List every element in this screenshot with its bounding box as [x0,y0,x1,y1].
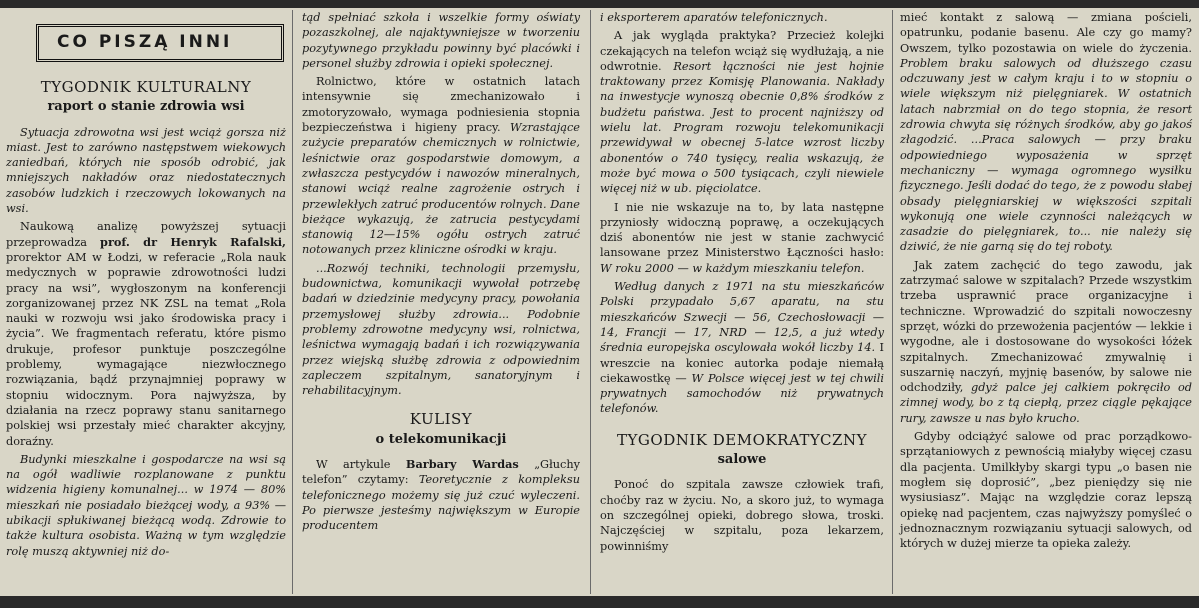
article3-p2: mieć kontakt z salową — zmiana pościeli, opatrunku, podanie basenu. Ale czy go mamy? Owszem, tylko pozostawia on wiele do życzenia. Problem braku salowych od dłuższego czasu odczuwany jest w całym kraju i to w stopniu o wiele większym niż pielęgniarek. W ostatnich latach nabrzmiał on do tego stopnia, że resort zdrowia chwyta się różnych środków, aby go jakoś złagodzić. ...Praca salowych — przy braku odpowiedniego wyposażenia w sprzęt mechaniczny — wymaga ogromnego wysiłku fizycznego. Jeśli dodać do tego, że z powodu słabej obsady pielęgniarskiej w większości szpitali wykonują one wiele czynności należących w zasadzie do pielęgniarek, to... nie należy się dziwić, że nie garną się do tej roboty. [900,11,1192,254]
article3-p4: Gdyby odciążyć salowe od prac porządkowo-sprzątaniowych z pewnością miałyby więcej czasu dla pacjenta. Umilkłyby skargi typu „o basen nie mogłem się doprosić”, „bez pieniędzy się nie wysiusiasz”. Mając na względzie coraz lepszą opiekę nad pacjentem, czas najwyższy pomyśleć o jednoznacznym rozwiązaniu sytuacji salowych, od których w dużej mierze ta opieka zależy. [900,430,1192,551]
article2-paper: KULISY [409,410,473,429]
column-1 [6,80,286,562]
article3-p1: Ponoć do szpitala zawsze człowiek trafi, choćby raz w życiu. No, a skoro już, to wymaga on szczególnej opieki, dobrego słowa, troski. Najczęściej w szpitalu, poza lekarzem, powinniśmy [600,478,884,553]
column-divider [892,10,893,594]
bottom-rule [0,596,1199,608]
article2-p3: A jak wygląda praktyka? Przecież kolejki czekających na telefon wciąż się wydłużają, a nie odwrotnie. Resort łączności nie jest hojnie traktowany przez Komisję Planowania. Nakłady na inwestycje wynoszą obecnie 0,8% środków z budżetu państwa. Jest to procent najniższy od wielu lat. Program rozwoju telekomunikacji przewidywał w obecnej 5-latce wzrost liczby abonentów o 740 tysięcy, realia wskazują, że może być mowa o 500 tysiącach, czyli niewiele więcej niż w ub. pięciolatce. [600,29,885,196]
article2-p1: W artykule Barbary Wardas „Głuchy telefon” czytamy: Teoretycznie z kompleksu telefonicznego możemy się już czuć wyleczeni. Po pierwsze jesteśmy największym w Europie producentem [302,457,581,533]
top-rule [0,0,1199,8]
column-2 [302,10,580,537]
article3-p3: Jak zatem zachęcić do tego zawodu, jak zatrzymać salowe w szpitalach? Przede wszystkim trzeba usprawnić prace organizacyjne i techniczne. Wprowadzić do szpitali nowoczesny sprzęt, wózki do przewożenia pacjentów — lekkie i wygodne, ale i dostosowane do wysokości łóżek szpitalnych. Zmechanizować zmywalnię i suszarnię naczyń, myjnię basenów, by salowe nie odchodziły, gdyż palce jej całkiem pokręciło od zimnej wody, bo z tą ciepłą, przez ciągle pękające rury, zawsze u nas było krucho. [900,258,1192,425]
article3-title: salowe [717,452,767,468]
article2-p4: I nie nie wskazuje na to, by lata następne przyniosły widoczną poprawę, a oczekujących dziś abonentów nie jest w stanie zachwycić lansowane przez Ministerstwo Łączności hasło: W roku 2000 — w każdym mieszkaniu telefon. [600,200,884,275]
article2-p5: Według danych z 1971 na stu mieszkańców Polski przypadało 5,67 aparatu, na stu mieszkańców Szwecji — 56, Czechosłowacji — 14, Francji — 17, NRD — 12,5, a już wtedy średnia europejska oscylowała wokół liczby 14. I wreszcie na koniec autorka podaje niemałą ciekawostkę — W Polsce więcej jest w tej chwili prywatnych samochodów niż prywatnych telefonów. [600,280,885,416]
article1-paper: TYGODNIK KULTURALNY [40,78,252,96]
column-divider [292,10,293,594]
article1-p5: Rolnictwo, które w ostatnich latach intensywnie się zmechanizowało i zmotoryzowało, wymaga podniesienia stopnia bezpieczeństwa i higieny pracy. Wzrastające zużycie preparatów chemicznych w rolnictwie, leśnictwie oraz gospodarstwie domowym, a zwłaszcza pestycydów i nawozów mineralnych, stanowi wciąż realne zagrożenie ostrych i przewlekłych zatruć producentów rolnych. Dane bieżące wykazują, że zatrucia pestycydami stanowią 12—15% ogółu ostrych zatruć notowanych przez kliniczne ośrodki w kraju. [302,75,580,257]
article3-paper: TYGODNIK DEMOKRATYCZNY [617,430,867,449]
article1-p1: Sytuacja zdrowotna wsi jest wciąż gorsza niż miast. Jest to zarówno następstwem wiekowych zaniedbań, których nie sposób odrobić, jak mniejszych nakładów oraz niedostatecznych zasobów ludzkich i rzeczowych lokowanych na wsi. [6,125,286,216]
article1-p4: tąd spełniać szkoła i wszelkie formy oświaty pozaszkolnej, ale najaktywniejsze w tworzeniu pozytywnego przykładu powinny być placówki i personel służby zdrowia i opieki społecznej. [302,11,580,70]
section-label: CO PISZĄ INNI [36,24,284,62]
column-4 [900,10,1192,554]
article1-title: raport o stanie zdrowia wsi [47,99,245,115]
article2-title: o telekomunikacji [375,431,507,447]
article2-p2: i eksporterem aparatów telefonicznych. [600,11,828,24]
article1-p3: Budynki mieszkalne i gospodarcze na wsi są na ogół wadliwie rozplanowane z punktu widzenia higieny komunalnej... w 1974 — 80% mieszkań nie posiadało bieżącej wody, a 93% — ubikacji spłukiwanej bieżącą wodą. Zdrowie to także kultura osobista. Ważną w tym względzie rolę muszą aktywniej niż do- [6,452,286,558]
column-3 [600,10,884,557]
article1-p6: ...Rozwój techniki, technologii przemysłu, budownictwa, komunikacji wywołał potrzebę badań w dziedzinie medycyny pracy, powołania przemysłowej służby zdrowia... Podobnie problemy zdrowotne medycyny wsi, rolnictwa, leśnictwa wymagają badań i ich rozwiązywania przez wiejską służbę zdrowia z odpowiednim zapleczem szpitalnym, sanatoryjnym i rehabilitacyjnym. [302,261,580,398]
article1-p2: Naukową analizę powyższej sytuacji przeprowadza prof. dr Henryk Rafalski, prorektor AM w Łodzi, w referacie „Rola nauk medycznych w poprawie zdrowotności ludzi pracy na wsi”, wygłoszonym na konferencji zorganizowanej przez NK ZSL na temat „Rola nauki w rozwoju wsi jako środowiska pracy i życia”. We fragmentach referatu, które pismo drukuje, profesor punktuje poszczególne problemy, wymagające niezwłocznego rozwiązania, bądź przynajmniej poprawy w stopniu widocznym. Pora najwyższa, by działania na rzecz poprawy stanu sanitarnego polskiej wsi przestały mieć charakter akcyjny, doraźny. [6,220,286,448]
column-divider [590,10,591,594]
